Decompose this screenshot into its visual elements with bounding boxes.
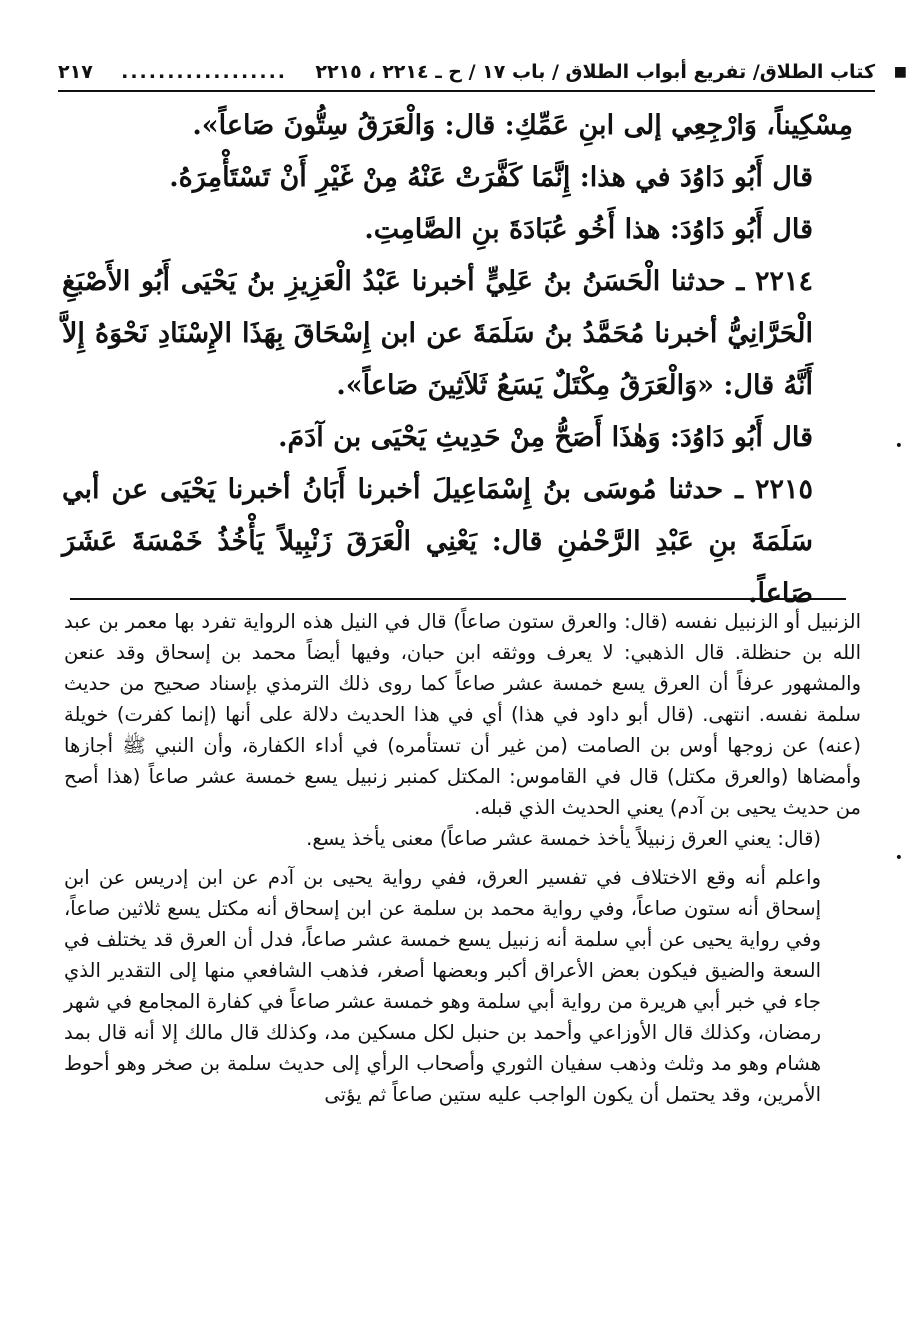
hadith-paragraph: ٢٢١٥ ـ حدثنا مُوسَى بنُ إِسْمَاعِيلَ أخبرنا أَبَانُ أخبرنا يَحْيَى عن أبي سَلَمَةَ بنِ عَبْدِ الرَّحْمٰنِ قال: يَعْنِي الْعَرَقَ زَنْبِيلاً يَأْخُذُ خَمْسَةَ عَشَرَ صَاعاً. <box>62 474 813 609</box>
hadith-paragraph: ٢٢١٤ ـ حدثنا الْحَسَنُ بنُ عَلِيٍّ أخبرنا عَبْدُ الْعَزِيزِ بنُ يَحْيَى أَبُو الأَصْبَغِ الْحَرَّانِيُّ أخبرنا مُحَمَّدُ بنُ سَلَمَةَ عن ابن إِسْحَاقَ بِهَذَا الإِسْنَادِ نَحْوَهُ إِلاَّ أَنَّهُ قال: «وَالْعَرَقُ مِكْتَلٌ يَسَعُ ثَلاَثِينَ صَاعاً». <box>62 266 813 401</box>
margin-mark: • <box>894 850 903 866</box>
running-title: كتاب الطلاق/ تفريع أبواب الطلاق / باب ١٧ / ح ـ ٢٢١٤ ، ٢٢١٥ <box>315 61 875 83</box>
header-leader-dots: .................. <box>121 61 288 83</box>
page-number: ٢١٧ <box>58 61 93 83</box>
hadith-paragraph: قال أَبُو دَاوُدَ: هذا أَخُو عُبَادَةَ بنِ الصَّامِتِ. <box>364 214 813 245</box>
commentary-paragraph: واعلم أنه وقع الاختلاف في تفسير العرق، ففي رواية يحيى بن آدم عن ابن إدريس عن ابن إسحاق أنه ستون صاعاً، وفي رواية محمد بن سلمة عن ابن إسحاق أنه مكتل يسع ثلاثين صاعاً، وفي رواية يحيى عن أبي سلمة أنه زنبيل يسع خمسة عشر صاعاً، فدل أن العرق قد يختلف في السعة والضيق فيكون بعض الأعراق أكبر وبعضها أصغر، فذهب الشافعي منها إلى التقدير الذي جاء في خبر أبي هريرة من رواية أبي سلمة وهو خمسة عشر صاعاً في كفارة المجامع في شهر رمضان، وكذلك قال الأوزاعي وأحمد بن حنبل لكل مسكين مد، وكذلك قال مالك إلا أنه قال بمد هشام وهو مد وثلث وذهب سفيان الثوري وأصحاب الرأي إلى حديث سلمة بن صخر وهو أحوط الأمرين، وقد يحتمل أن يكون الواجب عليه ستين صاعاً ثم يؤتى <box>64 866 821 1106</box>
commentary-paragraph: (قال: يعني العرق زنبيلاً يأخذ خمسة عشر صاعاً) معنى يأخذ يسع. <box>306 827 821 850</box>
footnote-divider <box>70 598 846 600</box>
hadith-paragraph: مِسْكِيناً، وَارْجِعِي إلى ابنِ عَمِّكِ: قال: وَالْعَرَقُ سِتُّونَ صَاعاً». <box>192 110 853 141</box>
page-header <box>58 54 875 92</box>
commentary-paragraph: الزنبيل أو الزنبيل نفسه (قال: والعرق ستون صاعاً) قال في النيل هذه الرواية تفرد بها معمر بن عبد الله بن حنظلة. قال الذهبي: لا يعرف ووثقه ابن حبان، وفيها أيضاً محمد بن إسحاق وقد عنعن والمشهور عرفاً أن العرق يسع خمسة عشر صاعاً كما روى ذلك الترمذي بإسناد صحيح من حديث سلمة نفسه. انتهى. (قال أبو داود في هذا) أي في هذا الحديث دلالة على أنها (إنما كفرت) خويلة (عنه) عن زوجها أوس بن الصامت (من غير أن تستأمره) في أداء الكفارة، وأن النبي ﷺ أجازها وأمضاها (والعرق مكتل) قال في القاموس: المكتل كمنبر زنبيل يسع خمسة عشر صاعاً (هذا أصح من حديث يحيى بن آدم) يعني الحديث الذي قبله. <box>64 610 861 819</box>
hadith-paragraph: قال أَبُو دَاوُدَ في هذا: إِنَّمَا كَفَّرَتْ عَنْهُ مِنْ غَيْرِ أَنْ تَسْتَأْمِرَهُ. <box>169 162 813 193</box>
margin-mark: ■ <box>893 64 907 80</box>
margin-mark: • <box>894 438 903 454</box>
hadith-paragraph: قال أَبُو دَاوُدَ: وَهٰذَا أَصَحُّ مِنْ حَدِيثِ يَحْيَى بن آدَمَ. <box>278 422 813 453</box>
main-hadith-text <box>62 100 853 620</box>
commentary-notes <box>64 606 861 1110</box>
